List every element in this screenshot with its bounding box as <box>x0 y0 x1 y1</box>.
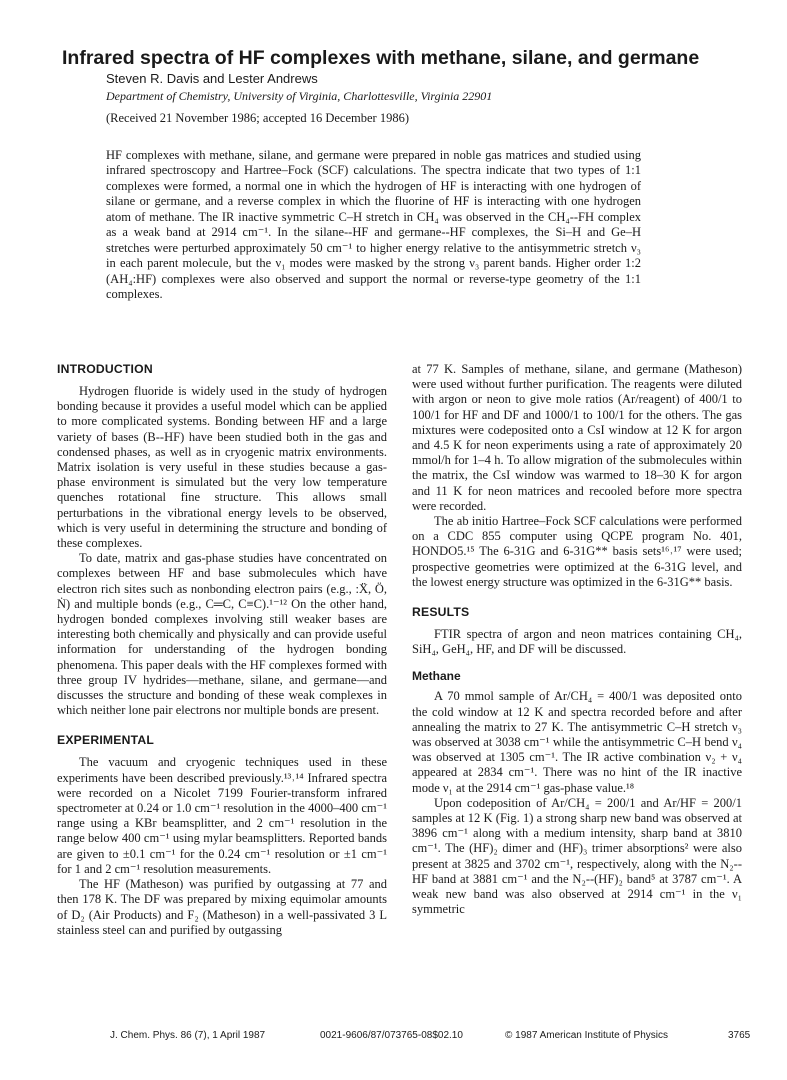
results-paragraph-1: FTIR spectra of argon and neon matrices containing CH₄, SiH₄, GeH₄, HF, and DF will be discussed. <box>412 627 742 657</box>
methane-subheading: Methane <box>412 669 461 684</box>
abstract: HF complexes with methane, silane, and germane were prepared in noble gas matrices and studied using infrared spectroscopy and Hartree–Fock (SCF) calculations. The spectra indicate that two types of 1:1 complexes were formed, a normal one in which the hydrogen of HF is interacting with one hydrogen of silane or germane, and a reverse complex in which the fluorine of HF is interacting with one hydrogen atom of methane. The IR inactive symmetric C–H stretch in CH₄ was observed in the CH₄--FH complex as a weak band at 2914 cm⁻¹. In the silane--HF and germane--HF complexes, the Si–H and Ge–H stretches were perturbed approximately 50 cm⁻¹ to higher energy relative to the antisymmetric stretch ν₃ in each parent molecule, but the ν₁ modes were masked by the strong ν₃ parent bands. Higher order 1:2 (AH₄:HF) complexes were also observed and support the normal or reverse-type geometry of the 1:1 complexes. <box>106 147 641 301</box>
introduction-paragraph-1: Hydrogen fluoride is widely used in the study of hydrogen bonding because it provides a useful model which can be applied to more complicated systems. Bonding between HF and a large variety of bases (B--HF) have been studied both in the gas and condensed phases, as well as in cryogenic matrix environments. Matrix isolation is very useful in these studies because a gas-phase environment is simulated but the very low temperature quenches rotational fine structure. This allows small perturbations in the vibrational energy levels to be observed, which is very useful in determining the structure and bonding of these complexes. <box>57 384 387 551</box>
article-title: Infrared spectra of HF complexes with methane, silane, and germane <box>62 47 700 69</box>
experimental-paragraph-4: The ab initio Hartree–Fock SCF calculations were performed on a CDC 855 computer using QCPE program No. 401, HONDO5.¹⁵ The 6-31G and 6-31G** basis sets¹⁶˒¹⁷ were used; prospective geometries were optimized at the 6-31G level, and the lowest energy structure was optimized in the 6-31G** basis. <box>412 514 742 589</box>
author-affiliation: Department of Chemistry, University of Virginia, Charlottesville, Virginia 22901 <box>106 89 493 103</box>
received-dates: (Received 21 November 1986; accepted 16 December 1986) <box>106 111 410 125</box>
experimental-paragraph-1: The vacuum and cryogenic techniques used in these experiments have been described previously.¹³˒¹⁴ Infrared spectra were recorded on a Nicolet 7199 Fourier-transform infrared spectrometer at 0.24 or 1.0 cm⁻¹ resolution in the 4000–400 cm⁻¹ range using a KBr beamsplitter, and 2 cm⁻¹ resolution in the range below 400 cm⁻¹ using mylar beamsplitters. Reported bands are given to ±0.1 cm⁻¹ for the 0.24 cm⁻¹ resolution or ±1 cm⁻¹ for 1 and 2 cm⁻¹ resolution measurements. <box>57 755 387 876</box>
introduction-paragraph-2: To date, matrix and gas-phase studies have concentrated on complexes between HF and base submolecules which have electron rich sites such as nonbonding electron pairs (e.g., :Ẍ, Ö, Ṅ) and multiple bonds (e.g., C═C, C≡C).¹⁻¹² On the other hand, hydrogen bonded complexes involving still weaker bases are interesting both chemically and physically and can provide useful information for understanding of the hydrogen bonding phenomena. This paper deals with the HF complexes formed with three group IV hydrides—methane, silane, and germane—and discusses the structure and bonding of these weak complexes in which neither lone pair electrons nor multiple bonds are present. <box>57 551 387 718</box>
footer-page-number: 3765 <box>728 1030 751 1041</box>
article-authors: Steven R. Davis and Lester Andrews <box>106 71 318 86</box>
left-column <box>57 362 387 938</box>
footer-journal-citation: J. Chem. Phys. 86 (7), 1 April 1987 <box>110 1030 266 1041</box>
experimental-heading: EXPERIMENTAL <box>57 733 154 748</box>
introduction-heading: INTRODUCTION <box>57 362 153 376</box>
results-heading: RESULTS <box>412 605 470 620</box>
footer-article-code: 0021-9606/87/073765-08$02.10 <box>320 1030 463 1041</box>
right-column <box>412 362 742 918</box>
experimental-paragraph-2: The HF (Matheson) was purified by outgassing at 77 and then 178 K. The DF was prepared by mixing equimolar amounts of D₂ (Air Products) and F₂ (Matheson) in a well-passivated 3 L stainless steel can and purified by outgassing <box>57 877 387 937</box>
footer-copyright: © 1987 American Institute of Physics <box>505 1030 669 1041</box>
methane-paragraph-1: A 70 mmol sample of Ar/CH₄ = 400/1 was deposited onto the cold window at 12 K and spectra recorded before and after annealing the matrix to 27 K. The antisymmetric C–H stretch ν₃ was observed at 3038 cm⁻¹ while the antisymmetric C–H bend ν₄ was observed at 1305 cm⁻¹. The IR active combination ν₂ + ν₄ appeared at 2834 cm⁻¹. There was no hint of the IR inactive mode ν₁ at the 2914 cm⁻¹ gas-phase value.¹⁸ <box>412 689 742 795</box>
experimental-paragraph-3: at 77 K. Samples of methane, silane, and germane (Matheson) were used without further purification. The reagents were diluted with argon or neon to give mole ratios (Ar/reagent) of 400/1 to 100/1 for HF and DF and 1000/1 to 100/1 for the others. The gas mixtures were codeposited onto a CsI window at 12 K for argon and 4.5 K for neon experiments using a rate of approximately 20 mmol/h for 1–4 h. To allow migration of the submolecules within the matrix, the CsI window was warmed to 18–30 K for argon and 11 K for neon matrices and recooled before more spectra were recorded. <box>412 362 742 513</box>
methane-paragraph-2: Upon codeposition of Ar/CH₄ = 200/1 and Ar/HF = 200/1 samples at 12 K (Fig. 1) a strong sharp new band was observed at 3896 cm⁻¹ along with a medium intensity, sharp band at 3810 cm⁻¹. The (HF)₂ dimer and (HF)₃ trimer absorptions² were also present at 3825 and 3702 cm⁻¹, respectively, along with the N₂--HF band at 3881 cm⁻¹ and the N₂--(HF)₂ band⁵ at 3787 cm⁻¹. A weak new band was also observed at 2914 cm⁻¹ in the ν₁ symmetric <box>412 795 742 917</box>
